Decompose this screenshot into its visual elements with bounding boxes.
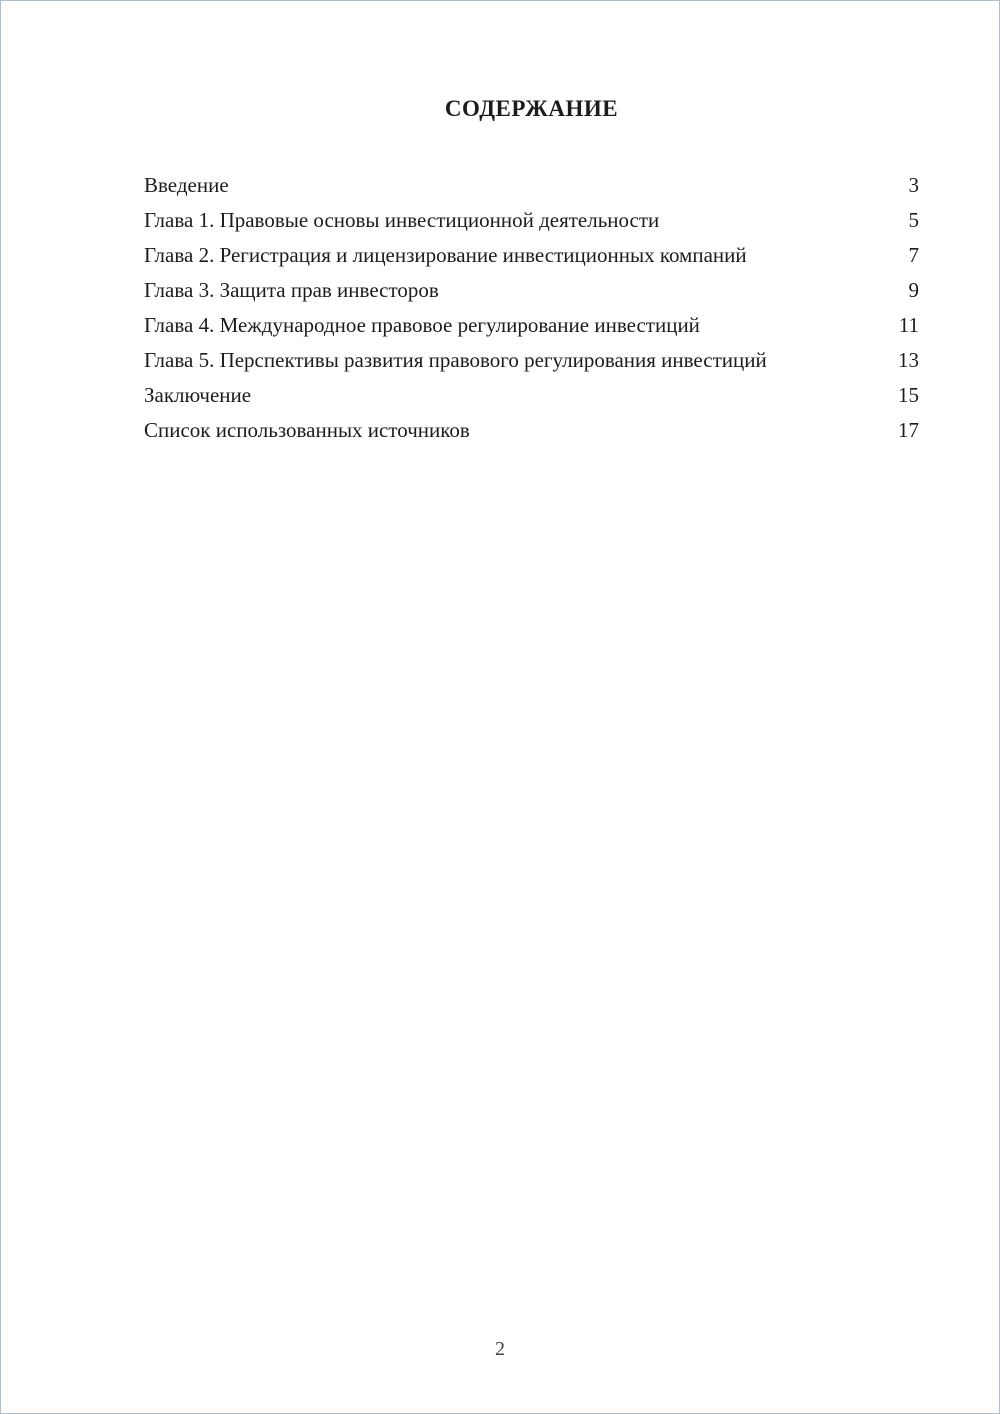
page-content	[1, 1, 999, 448]
toc-entry-label: Глава 4. Международное правовое регулирование инвестиций	[144, 313, 700, 337]
toc-entry-page: 15	[898, 383, 919, 407]
toc-entry	[144, 168, 919, 203]
toc-entry-page: 11	[898, 313, 919, 337]
toc-entry-page: 7	[908, 243, 919, 267]
toc-entry-page: 13	[898, 348, 919, 372]
toc-entry	[144, 273, 919, 308]
toc-entry-page: 9	[908, 278, 919, 302]
toc-entry-label: Глава 5. Перспективы развития правового регулирования инвестиций	[144, 348, 767, 372]
toc-entry-label: Введение	[144, 173, 229, 197]
toc-entry	[144, 238, 919, 273]
toc-entry	[144, 413, 919, 448]
toc-entry-page: 3	[908, 173, 919, 197]
toc-entry-label: Глава 1. Правовые основы инвестиционной деятельности	[144, 208, 660, 232]
table-of-contents	[144, 168, 919, 448]
toc-entry-label: Заключение	[144, 383, 252, 407]
page-number: 2	[495, 1338, 505, 1360]
toc-entry-label: Глава 2. Регистрация и лицензирование инвестиционных компаний	[144, 243, 747, 267]
toc-entry	[144, 378, 919, 413]
page-title: СОДЕРЖАНИЕ	[444, 96, 619, 121]
toc-entry-label: Глава 3. Защита прав инвесторов	[144, 278, 439, 302]
toc-entry-page: 17	[898, 418, 919, 442]
toc-entry-page: 5	[908, 208, 919, 232]
toc-entry-label: Список использованных источников	[144, 418, 470, 442]
toc-entry	[144, 203, 919, 238]
toc-entry	[144, 308, 919, 343]
toc-entry	[144, 343, 919, 378]
